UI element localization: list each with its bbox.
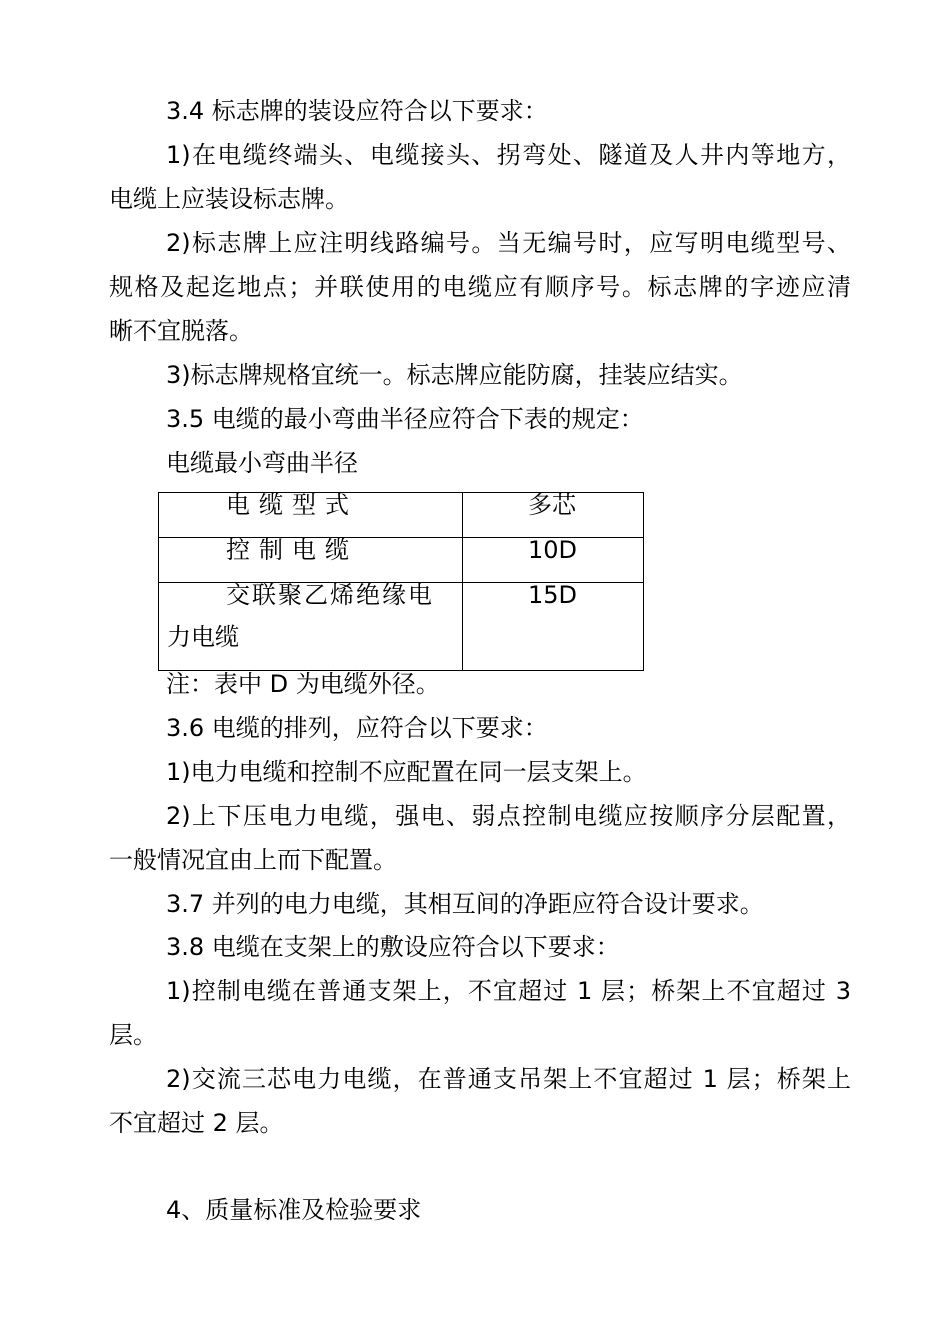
- paragraph-line: 不宜超过 2 层。: [109, 1109, 284, 1137]
- section-3-4-title: 3.4 标志牌的装设应符合以下要求：: [166, 97, 548, 125]
- table-cell: [159, 583, 463, 671]
- paragraph-line: 2)交流三芯电力电缆，在普通支吊架上不宜超过 1 层；桥架上: [166, 1065, 851, 1093]
- paragraph-line: 层。: [109, 1021, 157, 1049]
- table-cell: [463, 493, 644, 538]
- table-note: 注：表中 D 为电缆外径。: [166, 670, 440, 698]
- table-cell: [463, 583, 644, 671]
- table-header-row: [159, 493, 644, 538]
- table-caption: 电缆最小弯曲半径: [166, 449, 358, 477]
- cable-type-cell: 控制电缆: [226, 536, 358, 564]
- header-multi-core: 多芯: [528, 491, 576, 519]
- bend-radius-table: [158, 492, 644, 671]
- paragraph-line: 3)标志牌规格宜统一。标志牌应能防腐，挂装应结实。: [166, 361, 743, 389]
- paragraph-line: 2)标志牌上应注明线路编号。当无编号时，应写明电缆型号、: [166, 229, 851, 257]
- paragraph-line: 晰不宜脱落。: [109, 317, 253, 345]
- paragraph-line: 一般情况宜由上而下配置。: [109, 846, 397, 874]
- section-3-5-title: 3.5 电缆的最小弯曲半径应符合下表的规定：: [166, 405, 644, 433]
- section-3-8-title: 3.8 电缆在支架上的敷设应符合以下要求：: [166, 933, 620, 961]
- paragraph-line: 2)上下压电力电缆，强电、弱点控制电缆应按顺序分层配置，: [166, 802, 851, 830]
- radius-value-cell: 15D: [528, 581, 578, 609]
- paragraph-line: 规格及起迄地点；并联使用的电缆应有顺序号。标志牌的字迹应清: [109, 273, 851, 301]
- header-cable-type: 电缆型式: [226, 491, 358, 519]
- section-4-title: 4、质量标准及检验要求: [166, 1196, 422, 1224]
- cable-type-cell: 交联聚乙烯绝缘电: [226, 581, 434, 609]
- table-cell: [463, 538, 644, 583]
- table-cell: [159, 493, 463, 538]
- cable-type-cell-continued: 力电缆: [167, 623, 239, 651]
- paragraph-line: 1)控制电缆在普通支架上，不宜超过 1 层；桥架上不宜超过 3: [166, 977, 851, 1005]
- table-row: [159, 583, 644, 671]
- paragraph-line: 电缆上应装设标志牌。: [109, 185, 349, 213]
- radius-value-cell: 10D: [528, 536, 578, 564]
- paragraph-line: 1)在电缆终端头、电缆接头、拐弯处、隧道及人井内等地方，: [166, 141, 851, 169]
- paragraph-line: 1)电力电缆和控制不应配置在同一层支架上。: [166, 758, 647, 786]
- section-3-7: 3.7 并列的电力电缆，其相互间的净距应符合设计要求。: [166, 890, 764, 918]
- section-3-6-title: 3.6 电缆的排列，应符合以下要求：: [166, 714, 548, 742]
